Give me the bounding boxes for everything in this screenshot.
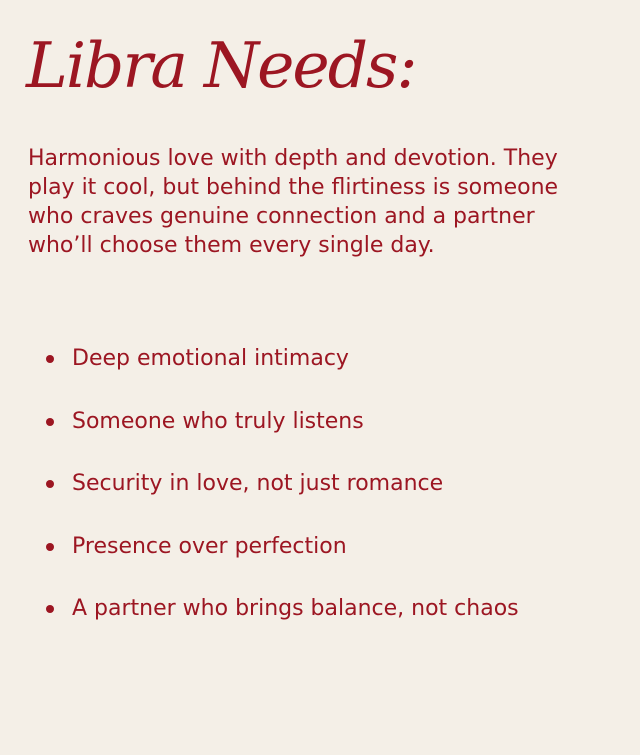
bullet-icon (46, 355, 54, 363)
list-item (46, 528, 616, 566)
list-item (46, 465, 616, 503)
list-item (46, 340, 616, 378)
list-item-label: A partner who brings balance, not chaos (72, 596, 519, 621)
list-item-label: Deep emotional intimacy (72, 346, 349, 371)
bullet-icon (46, 543, 54, 551)
list-item (46, 403, 616, 441)
list-item-label: Presence over perfection (72, 533, 347, 559)
bullet-icon (46, 418, 54, 426)
intro-paragraph: Harmonious love with depth and devotion. They play it cool, but behind the flirtiness is someone who craves genuine connection and a partner who’ll choose them every single day. (28, 146, 559, 258)
list-item-label: Security in love, not just romance (72, 471, 444, 496)
bullet-icon (46, 480, 54, 488)
bullet-icon (46, 605, 54, 613)
list-item-label: Someone who truly listens (72, 408, 364, 434)
list-item (46, 590, 616, 628)
needs-list (46, 340, 616, 653)
page-title: Libra Needs: (26, 29, 416, 102)
